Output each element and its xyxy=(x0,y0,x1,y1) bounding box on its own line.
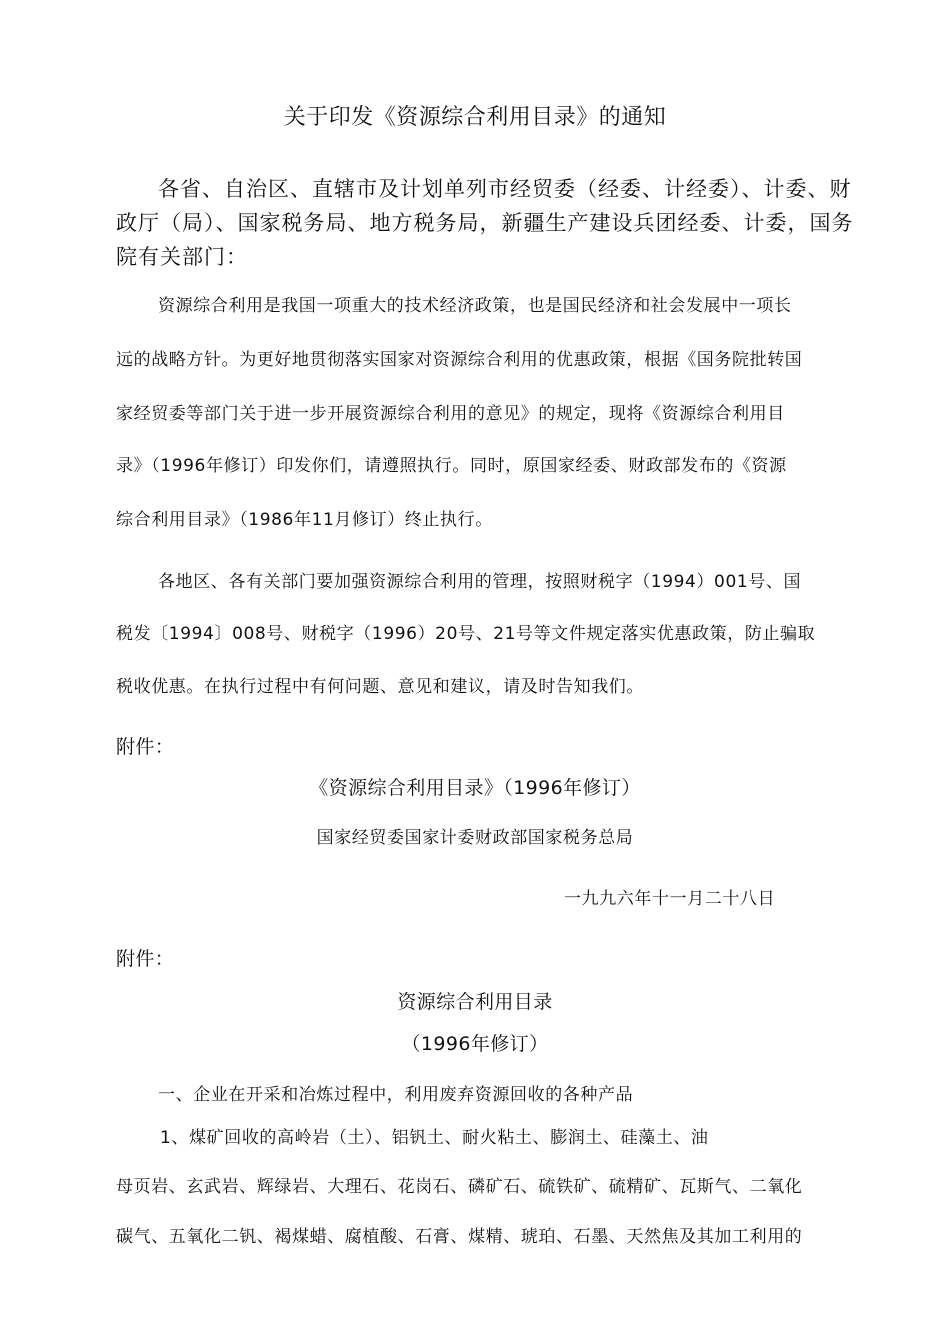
issuing-agencies: 国家经贸委国家计委财政部国家税务总局 xyxy=(316,828,634,848)
addressee-line-3: 院有关部门： xyxy=(116,245,248,269)
paragraph-1-line-1: 资源综合利用是我国一项重大的技术经济政策，也是国民经济和社会发展中一项长 xyxy=(158,296,792,316)
paragraph-2-line-1: 各地区、各有关部门要加强资源综合利用的管理，按照财税字（1994）001号、国 xyxy=(158,572,802,592)
item-1-line-2: 母页岩、玄武岩、辉绿岩、大理石、花岗石、磷矿石、硫铁矿、硫精矿、瓦斯气、二氧化 xyxy=(116,1177,803,1197)
paragraph-1-line-2: 远的战略方针。为更好地贯彻落实国家对资源综合利用的优惠政策，根据《国务院批转国 xyxy=(116,350,803,370)
catalog-subtitle: （1996年修订） xyxy=(401,1033,549,1055)
issue-date: 一九九六年十一月二十八日 xyxy=(564,889,776,909)
attachment-title: 《资源综合利用目录》（1996年修订） xyxy=(309,777,641,799)
addressee-line-2: 政厅（局）、国家税务局、地方税务局，新疆生产建设兵团经委、计委，国务 xyxy=(116,211,854,235)
paragraph-2-line-2: 税发〔1994〕008号、财税字（1996）20号、21号等文件规定落实优惠政策，防止骗取 xyxy=(116,624,816,644)
paragraph-1-line-5: 综合利用目录》（1986年11月修订）终止执行。 xyxy=(116,510,493,530)
paragraph-2-line-3: 税收优惠。在执行过程中有何问题、意见和建议，请及时告知我们。 xyxy=(116,677,644,697)
item-1-line-1: 1、煤矿回收的高岭岩（土）、铝钒土、耐火粘土、膨润土、硅藻土、油 xyxy=(160,1128,709,1148)
addressee-line-1: 各省、自治区、直辖市及计划单列市经贸委（经委、计经委）、计委、财 xyxy=(158,177,852,201)
item-1-line-3: 碳气、五氧化二钒、褐煤蜡、腐植酸、石膏、煤精、琥珀、石墨、天然焦及其加工利用的 xyxy=(116,1227,803,1247)
catalog-title: 资源综合利用目录 xyxy=(397,991,553,1013)
attachment-label: 附件： xyxy=(116,736,175,758)
paragraph-1-line-3: 家经贸委等部门关于进一步开展资源综合利用的意见》的规定，现将《资源综合利用目 xyxy=(116,404,785,424)
section-1-heading: 一、企业在开采和冶炼过程中，利用废弃资源回收的各种产品 xyxy=(158,1085,634,1105)
attachment-label-2: 附件： xyxy=(116,948,175,970)
paragraph-1-line-4: 录》（1996年修订）印发你们，请遵照执行。同时，原国家经委、财政部发布的《资源 xyxy=(116,456,787,476)
document-title: 关于印发《资源综合利用目录》的通知 xyxy=(283,105,667,130)
